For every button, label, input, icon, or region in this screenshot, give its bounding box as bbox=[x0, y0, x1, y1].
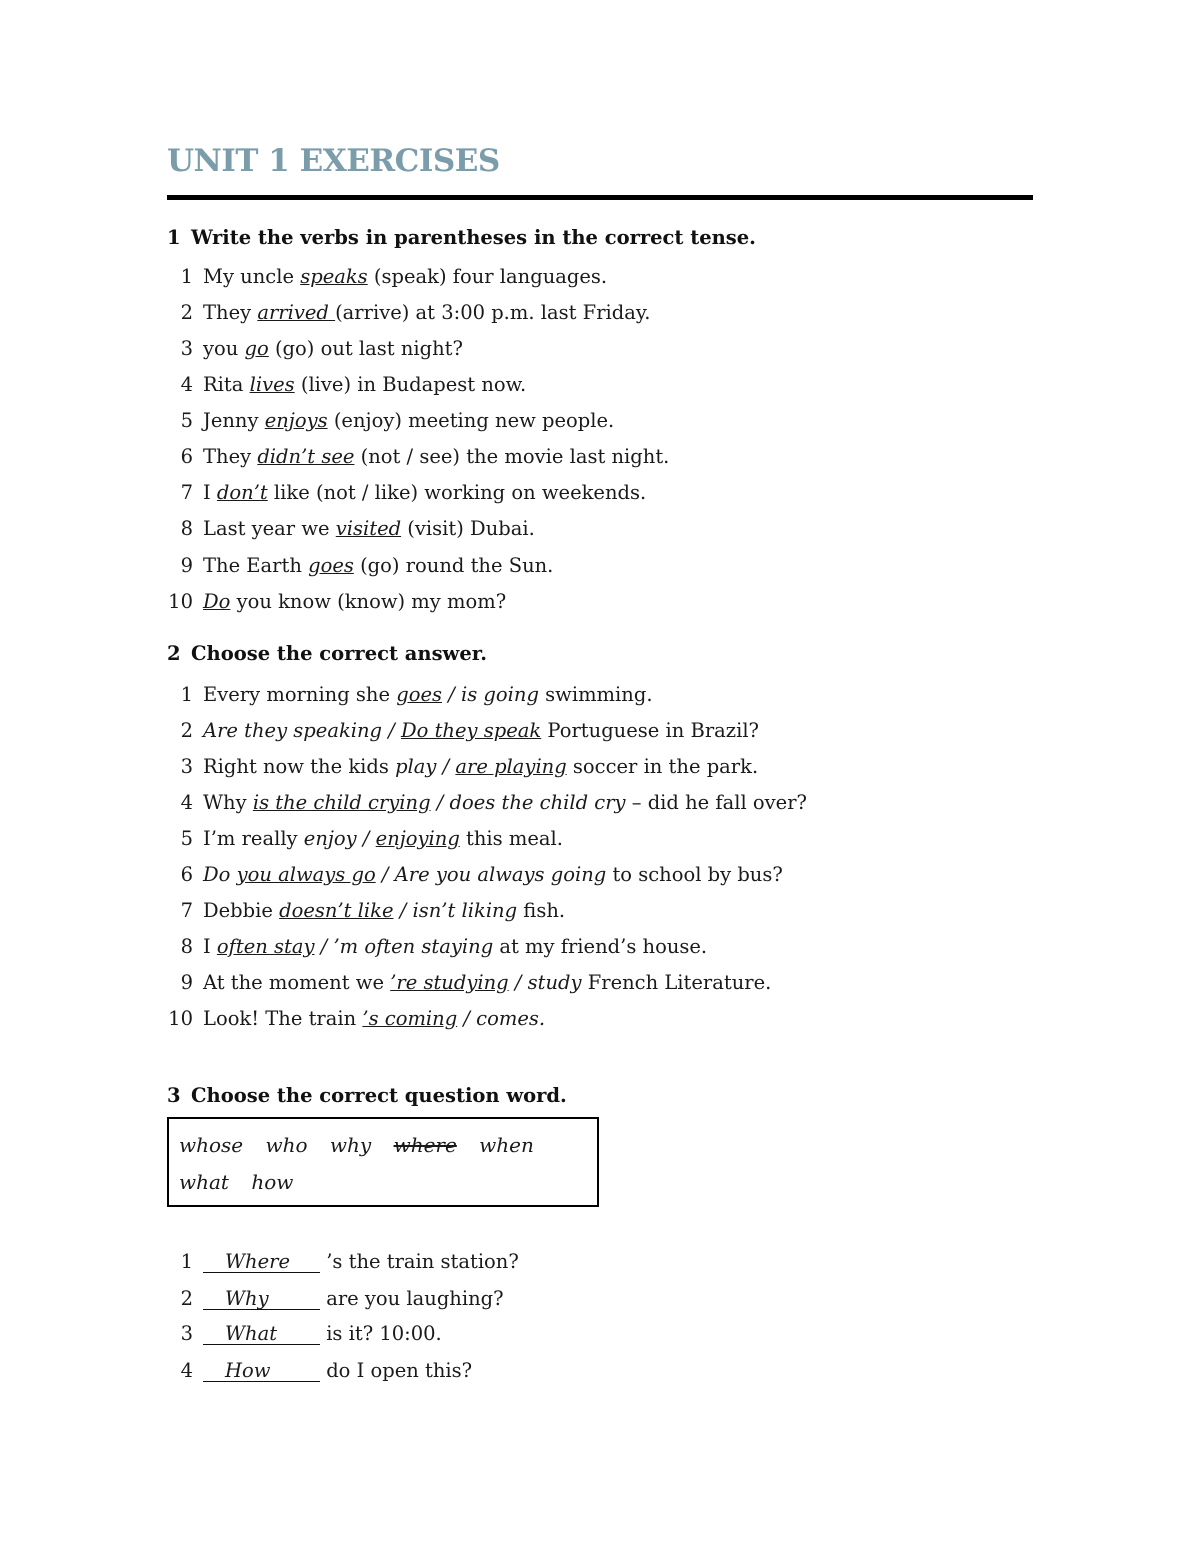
exercise-item bbox=[0, 409, 614, 432]
word-option: what bbox=[179, 1170, 229, 1194]
item-text: (arrive) at 3:00 p.m. last Friday. bbox=[335, 301, 651, 324]
answer-text: doesn’t like bbox=[279, 899, 394, 922]
item-text: The Earth bbox=[203, 554, 309, 577]
item-text: Rita bbox=[203, 373, 250, 396]
exercise-item bbox=[0, 863, 783, 886]
answer-text: speaks bbox=[300, 265, 368, 288]
word-option: why bbox=[329, 1133, 372, 1157]
answer-text: arrived bbox=[257, 301, 336, 324]
answer-text: didn’t see bbox=[257, 445, 355, 468]
option-text: / study bbox=[508, 971, 582, 994]
answer-blank: How bbox=[203, 1361, 320, 1382]
exercise-number: 1 bbox=[167, 226, 181, 249]
item-number: 1 bbox=[180, 265, 193, 288]
item-text: I’m really bbox=[203, 827, 304, 850]
item-number: 4 bbox=[180, 373, 193, 396]
item-text: I bbox=[203, 481, 217, 504]
option-text: Are they speaking / bbox=[203, 719, 402, 742]
option-text: / isn’t liking bbox=[393, 899, 518, 922]
exercise-3-heading bbox=[167, 1084, 567, 1107]
item-number: 7 bbox=[180, 481, 193, 504]
item-number: 4 bbox=[180, 791, 193, 814]
item-number: 3 bbox=[180, 1322, 193, 1345]
item-text: you know (know) my mom? bbox=[230, 590, 507, 613]
item-text: are you laughing? bbox=[320, 1287, 504, 1310]
title-rule bbox=[167, 195, 1033, 200]
answer-text: ’s coming bbox=[362, 1007, 458, 1030]
exercise-item bbox=[0, 517, 535, 540]
item-text: like (not / like) working on weekends. bbox=[267, 481, 647, 504]
option-text: / Are you always going bbox=[375, 863, 607, 886]
item-text: (go) out last night? bbox=[268, 337, 463, 360]
item-text: I bbox=[203, 935, 217, 958]
option-text: play / bbox=[395, 755, 456, 778]
exercise-item bbox=[0, 554, 553, 577]
exercise-2-heading bbox=[167, 642, 487, 665]
exercise-item bbox=[0, 755, 758, 778]
item-text: French Literature. bbox=[581, 971, 772, 994]
exercise-item bbox=[0, 791, 807, 814]
answer-text: goes bbox=[308, 554, 354, 577]
answer-text: don’t bbox=[216, 481, 268, 504]
item-text: They bbox=[203, 301, 258, 324]
answer-blank: What bbox=[203, 1324, 320, 1345]
item-text: do I open this? bbox=[320, 1359, 473, 1382]
item-text: Debbie bbox=[203, 899, 280, 922]
exercise-item bbox=[0, 590, 506, 613]
item-text: At the moment we bbox=[203, 971, 391, 994]
answer-text: you always go bbox=[236, 863, 376, 886]
answer-text: go bbox=[244, 337, 269, 360]
item-text: Last year we bbox=[203, 517, 336, 540]
answer-text: enjoys bbox=[264, 409, 328, 432]
item-number: 2 bbox=[180, 719, 193, 742]
item-number: 10 bbox=[168, 1007, 193, 1030]
item-text: Why bbox=[203, 791, 253, 814]
item-number: 1 bbox=[180, 683, 193, 706]
exercise-item bbox=[0, 899, 565, 922]
item-number: 10 bbox=[168, 590, 193, 613]
exercise-item bbox=[0, 935, 707, 958]
exercise-item bbox=[0, 301, 651, 324]
answer-text: goes bbox=[396, 683, 443, 706]
exercise-item bbox=[0, 719, 759, 742]
answer-text: visited bbox=[335, 517, 402, 540]
exercise-instruction: Write the verbs in parentheses in the correct tense. bbox=[191, 226, 756, 249]
exercise-item bbox=[0, 337, 463, 360]
item-text: Look! The train bbox=[203, 1007, 363, 1030]
word-option: when bbox=[479, 1133, 534, 1157]
answer-text: enjoying bbox=[375, 827, 460, 850]
item-text: to school by bus? bbox=[606, 863, 783, 886]
item-number: 7 bbox=[180, 899, 193, 922]
item-number: 2 bbox=[180, 1287, 193, 1310]
exercise-number: 3 bbox=[167, 1084, 181, 1107]
item-text: ’s the train station? bbox=[320, 1250, 519, 1273]
exercise-item bbox=[0, 1250, 519, 1273]
word-option: where bbox=[393, 1133, 457, 1157]
item-text: you bbox=[203, 337, 245, 360]
exercise-instruction: Choose the correct answer. bbox=[191, 642, 488, 665]
answer-text: ’re studying bbox=[390, 971, 509, 994]
item-text: soccer in the park. bbox=[566, 755, 759, 778]
item-text: Jenny bbox=[203, 409, 265, 432]
item-text: fish. bbox=[517, 899, 566, 922]
item-number: 9 bbox=[180, 971, 193, 994]
item-text: (enjoy) meeting new people. bbox=[327, 409, 615, 432]
item-text: Portuguese in Brazil? bbox=[541, 719, 760, 742]
item-number: 8 bbox=[180, 935, 193, 958]
item-number: 5 bbox=[180, 827, 193, 850]
item-text: Right now the kids bbox=[203, 755, 396, 778]
exercise-item bbox=[0, 971, 771, 994]
exercise-item bbox=[0, 1359, 472, 1382]
answer-text: often stay bbox=[216, 935, 315, 958]
item-text: at my friend’s house. bbox=[493, 935, 708, 958]
item-number: 6 bbox=[180, 445, 193, 468]
item-text: (go) round the Sun. bbox=[353, 554, 554, 577]
item-text: They bbox=[203, 445, 258, 468]
exercise-instruction: Choose the correct question word. bbox=[191, 1084, 567, 1107]
answer-text: are playing bbox=[455, 755, 567, 778]
option-text: / does the child cry bbox=[430, 791, 626, 814]
item-text: is it? 10:00. bbox=[320, 1322, 442, 1345]
exercise-item bbox=[0, 481, 646, 504]
word-option: how bbox=[251, 1170, 294, 1194]
exercise-item bbox=[0, 1322, 442, 1345]
item-text: My uncle bbox=[203, 265, 301, 288]
answer-text: lives bbox=[249, 373, 295, 396]
answer-blank: Why bbox=[203, 1289, 320, 1310]
answer-blank: Where bbox=[203, 1252, 320, 1273]
item-number: 5 bbox=[180, 409, 193, 432]
word-box bbox=[167, 1117, 599, 1207]
exercise-1-heading bbox=[167, 226, 756, 249]
item-text: Every morning she bbox=[203, 683, 397, 706]
item-number: 4 bbox=[180, 1359, 193, 1382]
answer-text: is the child crying bbox=[252, 791, 431, 814]
word-option: who bbox=[265, 1133, 308, 1157]
item-number: 2 bbox=[180, 301, 193, 324]
option-text: / ’m often staying bbox=[314, 935, 494, 958]
item-number: 6 bbox=[180, 863, 193, 886]
item-number: 9 bbox=[180, 554, 193, 577]
option-text: enjoy / bbox=[303, 827, 376, 850]
item-text: (visit) Dubai. bbox=[401, 517, 535, 540]
exercise-item bbox=[0, 373, 526, 396]
exercise-item bbox=[0, 445, 669, 468]
item-number: 3 bbox=[180, 337, 193, 360]
option-text: Do bbox=[203, 863, 237, 886]
exercise-item bbox=[0, 827, 563, 850]
exercise-number: 2 bbox=[167, 642, 181, 665]
item-text: swimming. bbox=[538, 683, 653, 706]
answer-text: Do bbox=[203, 590, 231, 613]
exercise-item bbox=[0, 683, 653, 706]
option-text: / is going bbox=[442, 683, 539, 706]
item-number: 3 bbox=[180, 755, 193, 778]
exercise-item bbox=[0, 1287, 504, 1310]
item-number: 8 bbox=[180, 517, 193, 540]
item-text: – did he fall over? bbox=[625, 791, 807, 814]
exercise-item bbox=[0, 1007, 545, 1030]
word-option: whose bbox=[179, 1133, 244, 1157]
item-text: (speak) four languages. bbox=[367, 265, 608, 288]
item-text: (live) in Budapest now. bbox=[294, 373, 527, 396]
exercise-item bbox=[0, 265, 607, 288]
item-text: this meal. bbox=[459, 827, 563, 850]
answer-text: Do they speak bbox=[401, 719, 542, 742]
item-number: 1 bbox=[180, 1250, 193, 1273]
page-title: UNIT 1 EXERCISES bbox=[167, 143, 500, 179]
option-text: / comes. bbox=[457, 1007, 546, 1030]
item-text: (not / see) the movie last night. bbox=[354, 445, 670, 468]
